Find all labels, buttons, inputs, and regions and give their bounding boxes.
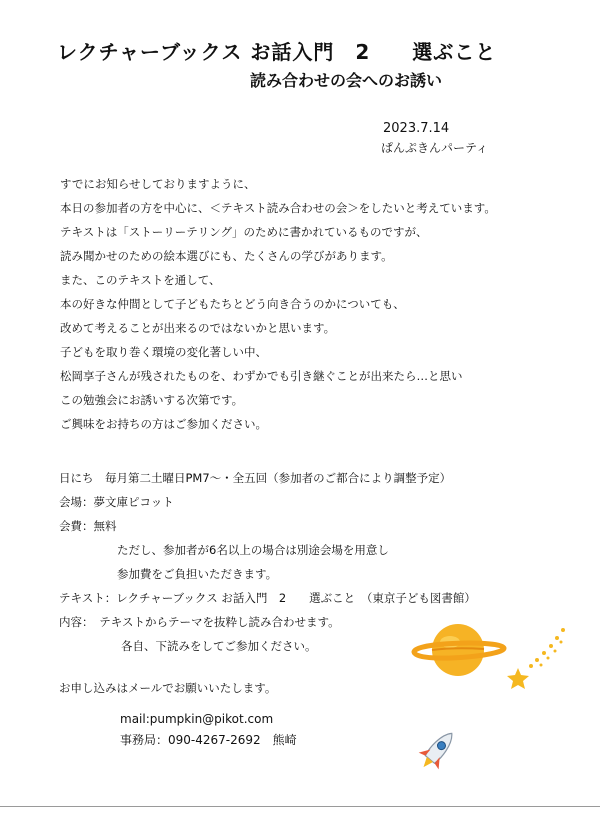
intro-line: 本の好きな仲間として子どもたちとどう向き合うのかについても、 [60, 297, 405, 311]
date: 2023.7.14 [383, 121, 450, 136]
page-title: レクチャーブックス お話入門 2 選ぶこと [57, 40, 497, 64]
fee-note-line: ただし、参加者が6名以上の場合は別途会場を用意し [117, 543, 389, 557]
content-line: 内容： テキストからテーマを抜粋し読み合わせます。 [59, 615, 340, 629]
intro-line: 松岡享子さんが残されたものを、わずかでも引き継ぐことが出来たら…と思い [60, 369, 463, 383]
fee-note-line: 参加費をご負担いただきます。 [117, 567, 278, 581]
page-subtitle: 読み合わせの会へのお誘い [250, 71, 443, 90]
rocket-icon [411, 726, 463, 776]
venue-line: 会場：夢文庫ピコット [59, 495, 174, 509]
intro-line: 読み聞かせのための絵本選びにも、たくさんの学びがあります。 [60, 249, 393, 263]
office-contact: 事務局：090-4267-2692 熊崎 [120, 733, 297, 747]
intro-line: ご興味をお持ちの方はご参加ください。 [60, 417, 267, 431]
schedule-line: 日にち 毎月第二土曜日PM7～・全五回（参加者のご都合により調整予定） [59, 471, 452, 485]
email-address[interactable]: mail:pumpkin@pikot.com [120, 712, 274, 726]
organizer: ぱんぷきんパーティ [381, 141, 489, 155]
text-line: テキスト：レクチャーブックス お話入門 2 選ぶこと （東京子ども図書館） [59, 591, 476, 605]
intro-line: すでにお知らせしておりますように、 [60, 177, 256, 191]
bottom-divider [0, 806, 600, 807]
fee-line: 会費：無料 [59, 519, 117, 533]
intro-line: 改めて考えることが出来るのではないかと思います。 [60, 321, 336, 335]
intro-line: 本日の参加者の方を中心に、＜テキスト読み合わせの会＞をしたいと考えています。 [60, 201, 496, 215]
shooting-star-icon [503, 624, 569, 692]
saturn-planet-icon [408, 618, 508, 682]
intro-line: また、このテキストを通して、 [60, 273, 221, 287]
intro-line: 子どもを取り巻く環境の変化著しい中、 [60, 345, 267, 359]
intro-line: この勉強会にお誘いする次第です。 [60, 393, 244, 407]
apply-line: お申し込みはメールでお願いいたします。 [59, 681, 277, 695]
content-note-line: 各自、下読みをしてご参加ください。 [121, 639, 317, 653]
intro-line: テキストは「ストーリーテリング」のために書かれているものですが、 [60, 225, 428, 239]
